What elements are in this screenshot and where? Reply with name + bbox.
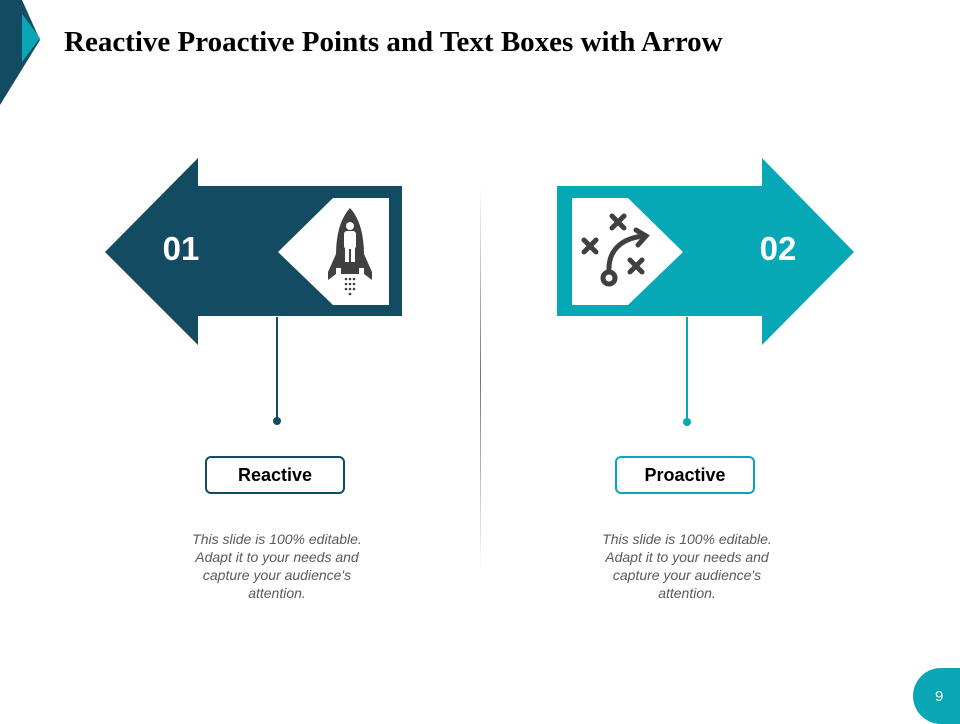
item-number-02: 02 (759, 230, 797, 267)
connector-line-proactive (686, 317, 688, 421)
icon-box-proactive (572, 198, 684, 306)
description-reactive: This slide is 100% editable. Adapt it to your needs and capture your audience's attention. (192, 531, 362, 601)
connector-dot-proactive (683, 418, 691, 426)
page-number: 9 (935, 687, 944, 705)
label-box-reactive: Reactive (205, 456, 345, 494)
item-number-01: 01 (162, 230, 200, 267)
corner-decoration (0, 0, 60, 110)
description-proactive: This slide is 100% editable. Adapt it to your needs and capture your audience's attention. (602, 531, 772, 601)
page-title: Reactive Proactive Points and Text Boxes with Arrow (64, 26, 723, 58)
connector-dot-reactive (273, 417, 281, 425)
icon-box-reactive (278, 198, 390, 306)
label-box-proactive: Proactive (615, 456, 755, 494)
page-number-badge (913, 668, 960, 724)
center-divider (480, 185, 481, 570)
connector-line-reactive (276, 317, 278, 420)
